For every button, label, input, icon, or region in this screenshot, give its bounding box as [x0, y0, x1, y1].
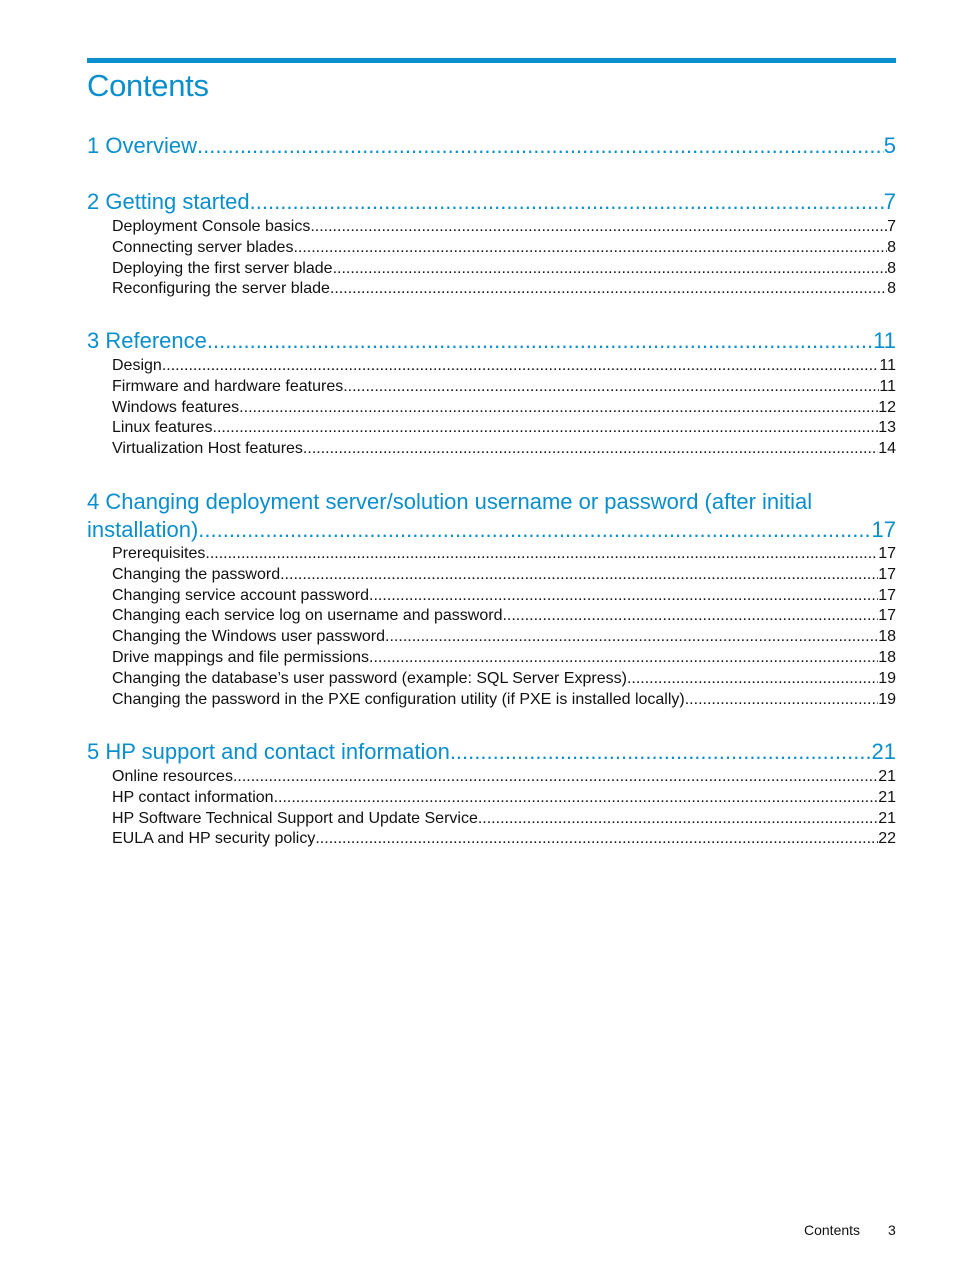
toc-section-list	[112, 217, 896, 300]
toc-chapter	[87, 738, 896, 766]
section-page-number: 12	[878, 398, 896, 416]
dot-leader	[303, 439, 878, 460]
dot-leader	[385, 627, 878, 648]
section-page-number: 18	[878, 648, 896, 666]
chapter-title: 1 Overview	[87, 133, 198, 158]
section-page-number: 7	[887, 218, 896, 235]
dot-leader	[239, 398, 878, 419]
section-title: Linux features	[112, 419, 213, 437]
chapter-heading-link[interactable]	[87, 327, 896, 355]
section-page-number: 8	[887, 280, 896, 298]
dot-leader	[369, 648, 878, 669]
dot-leader	[162, 356, 880, 377]
section-title: HP contact information	[112, 788, 274, 806]
chapter-heading-link[interactable]	[87, 188, 896, 216]
section-title: Virtualization Host features	[112, 440, 303, 458]
section-title: Changing the database’s user password (example: SQL Server Express)	[112, 669, 627, 687]
section-page-number: 19	[878, 690, 896, 708]
chapter-title: 3 Reference	[87, 328, 207, 353]
section-page-number: 17	[878, 565, 896, 583]
chapter-heading-link[interactable]	[87, 488, 896, 516]
section-title: Changing the password	[112, 565, 281, 583]
chapter-title: 2 Getting started	[87, 189, 250, 214]
toc-section-link[interactable]	[112, 767, 896, 788]
section-page-number: 8	[887, 238, 896, 256]
toc-section-link[interactable]	[112, 418, 896, 439]
section-title: Windows features	[112, 398, 240, 416]
toc-section-link[interactable]	[112, 439, 896, 460]
section-page-number: 17	[878, 545, 896, 562]
toc-section-link[interactable]	[112, 238, 896, 259]
dot-leader	[685, 690, 878, 711]
dot-leader	[207, 327, 873, 355]
dot-leader	[369, 586, 878, 607]
toc-section-link[interactable]	[112, 788, 896, 809]
section-page-number: 11	[879, 377, 896, 395]
section-title: Reconfiguring the server blade	[112, 280, 330, 298]
section-title: Changing each service log on username and password	[112, 607, 503, 625]
dot-leader	[250, 188, 884, 216]
dot-leader	[315, 829, 878, 850]
section-page-number: 13	[878, 419, 896, 437]
section-title: Connecting server blades	[112, 238, 294, 256]
chapter-page-number: 17	[871, 517, 896, 542]
chapter-page-number: 11	[873, 328, 896, 353]
dot-leader	[343, 377, 879, 398]
dot-leader	[205, 544, 878, 565]
toc-section-link[interactable]	[112, 279, 896, 300]
section-page-number: 21	[878, 809, 896, 827]
dot-leader	[274, 788, 879, 809]
chapter-heading-link[interactable]	[87, 516, 896, 544]
section-title: Changing the password in the PXE configuration utility (if PXE is installed locally)	[112, 690, 685, 708]
section-title: HP Software Technical Support and Update Service	[112, 809, 478, 827]
section-title: Changing service account password	[112, 586, 370, 604]
toc-section-link[interactable]	[112, 606, 896, 627]
toc-chapter	[87, 188, 896, 216]
section-title: Deployment Console basics	[112, 218, 311, 235]
chapter-heading-link[interactable]	[87, 132, 896, 160]
toc-section-list	[112, 544, 896, 710]
toc-section-link[interactable]	[112, 586, 896, 607]
footer-page-number: 3	[888, 1222, 896, 1238]
dot-leader	[330, 279, 887, 300]
chapter-page-number: 21	[871, 739, 896, 764]
section-page-number: 21	[878, 788, 896, 806]
chapter-title: 5 HP support and contact information	[87, 739, 450, 764]
toc-section-list	[112, 356, 896, 460]
toc-section-link[interactable]	[112, 829, 896, 850]
section-title: Design	[112, 357, 162, 374]
section-title: Prerequisites	[112, 545, 206, 562]
section-page-number: 14	[878, 440, 896, 458]
dot-leader	[333, 259, 888, 280]
section-page-number: 19	[878, 669, 896, 687]
section-title: Changing the Windows user password	[112, 628, 386, 646]
dot-leader	[293, 238, 887, 259]
section-page-number: 11	[879, 357, 896, 374]
dot-leader	[213, 418, 879, 439]
section-page-number: 22	[878, 830, 896, 848]
dot-leader	[310, 217, 887, 238]
dot-leader	[502, 606, 878, 627]
chapter-title: installation)	[87, 517, 199, 542]
dot-leader	[197, 132, 884, 160]
toc-section-link[interactable]	[112, 377, 896, 398]
toc-chapter	[87, 488, 896, 544]
chapter-page-number: 5	[883, 133, 896, 158]
toc-section-link[interactable]	[112, 669, 896, 690]
section-title: Online resources	[112, 768, 233, 785]
toc-section-list	[112, 767, 896, 850]
toc-section-link[interactable]	[112, 648, 896, 669]
dot-leader	[478, 809, 878, 830]
section-title: EULA and HP security policy	[112, 830, 316, 848]
footer-label: Contents	[804, 1222, 861, 1238]
section-page-number: 21	[878, 768, 896, 785]
toc-section-link[interactable]	[112, 627, 896, 648]
dot-leader	[233, 767, 878, 788]
toc-section-link[interactable]	[112, 259, 896, 280]
dot-leader	[198, 516, 871, 544]
toc-chapter	[87, 132, 896, 160]
section-title: Firmware and hardware features	[112, 377, 344, 395]
title-rule	[87, 58, 896, 63]
dot-leader	[280, 565, 878, 586]
section-title: Drive mappings and file permissions	[112, 648, 369, 666]
chapter-heading-link[interactable]	[87, 738, 896, 766]
toc-section-link[interactable]	[112, 690, 896, 711]
section-page-number: 17	[878, 607, 896, 625]
toc-chapter	[87, 327, 896, 355]
page-title: Contents	[87, 68, 209, 103]
chapter-page-number: 7	[883, 189, 896, 214]
section-page-number: 8	[887, 259, 896, 277]
toc-section-link[interactable]	[112, 217, 896, 238]
toc-section-link[interactable]	[112, 356, 896, 377]
section-title: Deploying the first server blade	[112, 259, 333, 277]
toc-section-link[interactable]	[112, 809, 896, 830]
chapter-title: 4 Changing deployment server/solution username or password (after initial	[87, 489, 813, 514]
section-page-number: 18	[878, 628, 896, 646]
toc-section-link[interactable]	[112, 565, 896, 586]
section-page-number: 17	[878, 586, 896, 604]
toc-section-link[interactable]	[112, 398, 896, 419]
toc-section-link[interactable]	[112, 544, 896, 565]
dot-leader	[450, 738, 872, 766]
dot-leader	[627, 669, 878, 690]
